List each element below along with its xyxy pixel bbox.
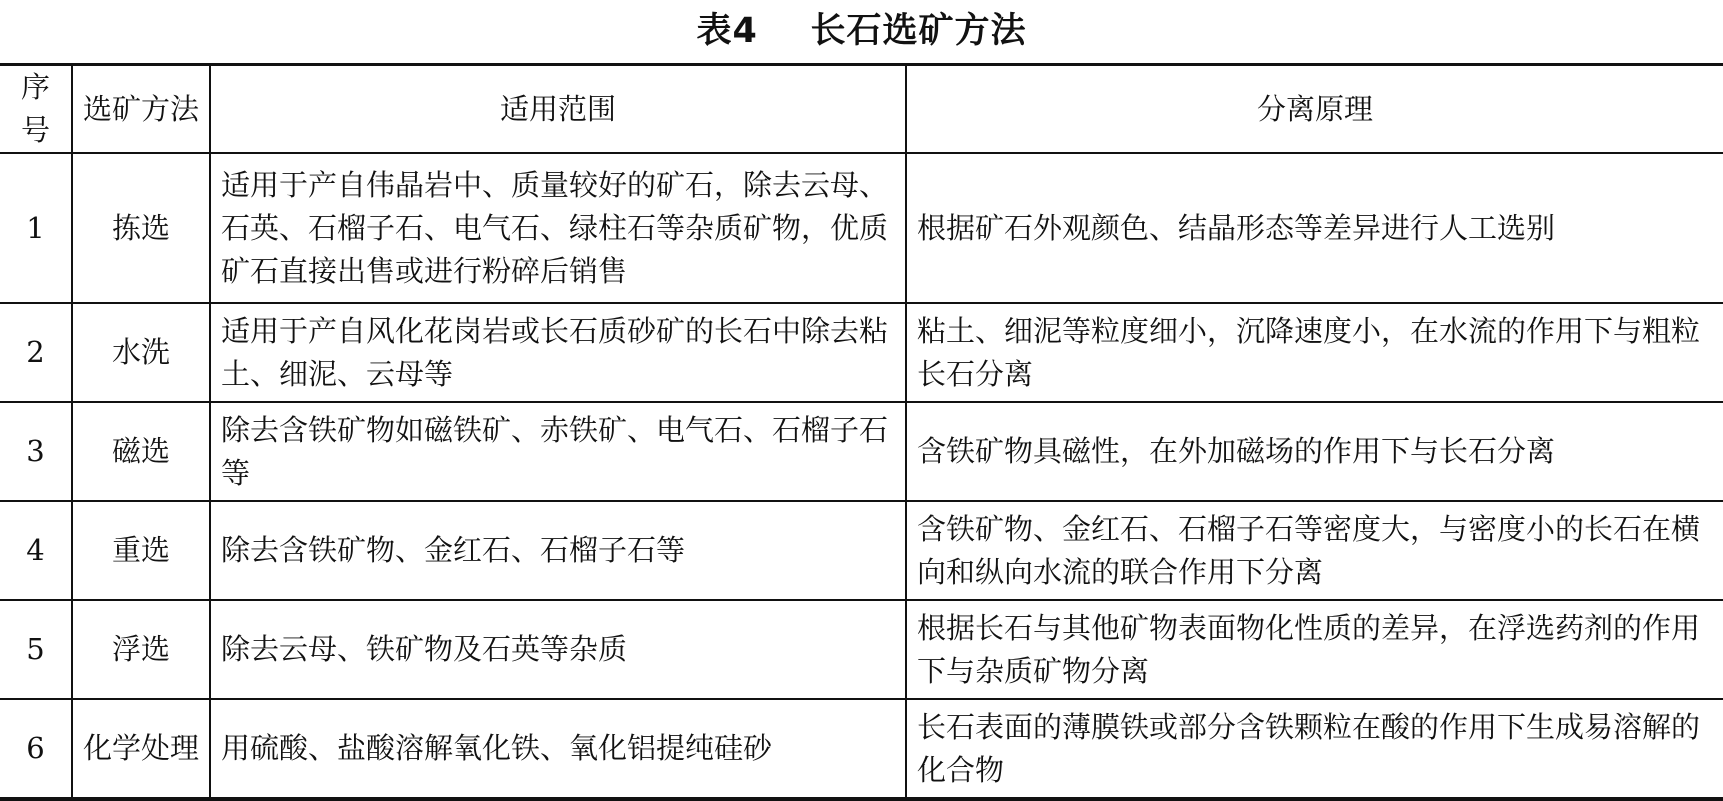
cell-scope: 除去含铁矿物、金红石、石榴子石等 [210,501,906,600]
cell-scope: 除去含铁矿物如磁铁矿、赤铁矿、电气石、石榴子石等 [210,402,906,501]
cell-serial-number: 1 [0,153,72,303]
cell-principle: 长石表面的薄膜铁或部分含铁颗粒在酸的作用下生成易溶解的化合物 [906,699,1723,799]
cell-principle: 根据矿石外观颜色、结晶形态等差异进行人工选别 [906,153,1723,303]
cell-serial-number: 5 [0,600,72,699]
cell-serial-number: 4 [0,501,72,600]
table-row [0,699,1723,799]
cell-scope: 用硫酸、盐酸溶解氧化铁、氧化铝提纯硅砂 [210,699,906,799]
cell-principle: 含铁矿物具磁性，在外加磁场的作用下与长石分离 [906,402,1723,501]
header-serial-number: 序号 [0,65,72,154]
cell-serial-number: 2 [0,303,72,402]
cell-method: 化学处理 [72,699,210,799]
cell-method: 浮选 [72,600,210,699]
table-header-row [0,65,1723,154]
table-title: 表4 长石选矿方法 [696,11,1027,51]
cell-method: 重选 [72,501,210,600]
cell-principle: 含铁矿物、金红石、石榴子石等密度大，与密度小的长石在横向和纵向水流的联合作用下分离 [906,501,1723,600]
cell-method: 拣选 [72,153,210,303]
table-row [0,501,1723,600]
cell-serial-number: 3 [0,402,72,501]
cell-method: 水洗 [72,303,210,402]
header-method: 选矿方法 [72,65,210,154]
cell-principle: 粘土、细泥等粒度细小，沉降速度小，在水流的作用下与粗粒长石分离 [906,303,1723,402]
table-row [0,153,1723,303]
header-principle: 分离原理 [906,65,1723,154]
cell-method: 磁选 [72,402,210,501]
table-row [0,303,1723,402]
table-row [0,600,1723,699]
cell-scope: 适用于产自风化花岗岩或长石质砂矿的长石中除去粘土、细泥、云母等 [210,303,906,402]
header-scope: 适用范围 [210,65,906,154]
cell-principle: 根据长石与其他矿物表面物化性质的差异，在浮选药剂的作用下与杂质矿物分离 [906,600,1723,699]
beneficiation-methods-table [0,63,1723,801]
cell-serial-number: 6 [26,731,45,765]
table-row [0,402,1723,501]
cell-scope: 适用于产自伟晶岩中、质量较好的矿石，除去云母、石英、石榴子石、电气石、绿柱石等杂质矿物，优质矿石直接出售或进行粉碎后销售 [210,153,906,303]
cell-scope: 除去云母、铁矿物及石英等杂质 [210,600,906,699]
